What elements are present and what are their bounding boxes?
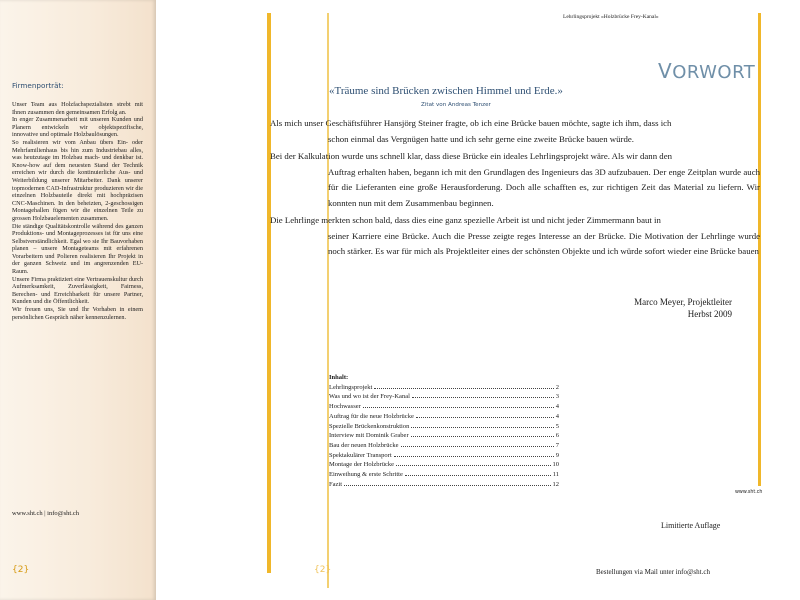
toc-item-page: 7 — [555, 441, 559, 449]
toc-leader-dots — [374, 388, 553, 389]
toc-item — [329, 460, 559, 470]
toc-item — [329, 422, 559, 432]
limited-edition-label: Limitierte Auflage — [661, 521, 721, 530]
toc-item-page: 11 — [552, 471, 559, 479]
portrait-paragraph: Die ständige Qualitätskontrolle während des ganzen Produktions- und Montageprozesses ist für uns eine Selbstverständlichkeit. Egal wo sie Ihr Bauvorhaben planen – unsere Montageteams mit erfahrenen Vorarbeitern und Polieren realisieren Ihr Projekt in der ganzen Schweiz und im angrenzenden EU-Raum. — [12, 222, 143, 276]
toc-item-title: Bau der neuen Holzbrücke — [329, 441, 399, 449]
foreword-paragraph — [272, 149, 760, 211]
toc-item-title: Spezielle Brückenkonstruktion — [329, 422, 410, 430]
portrait-paragraph: Unsere Firma praktiziert eine Vertrauenskultur durch Aufmerksamkeit, Zuverlässigkeit, Fairness, Berechen- und Erreichbarkeit für unsere Partner, Kunden und die Öffentlichkeit. — [12, 275, 143, 306]
toc-item-title: Hochwasser — [329, 403, 361, 411]
title-initial: V — [658, 59, 673, 83]
toc-item — [329, 451, 559, 461]
accent-bar-middle — [327, 13, 329, 588]
toc-leader-dots — [405, 475, 551, 476]
order-info: Bestellungen via Mail unter info@sht.ch — [596, 568, 710, 576]
toc-item-title: Fazit — [329, 480, 342, 488]
company-portrait-text — [12, 101, 143, 321]
toc-leader-dots — [411, 436, 554, 437]
toc-leader-dots — [396, 465, 551, 466]
paragraph-rest: Auftrag erhalten haben, begann ich mit den Grundlagen des Ingenieurs das 3D aufzubauen. Der enge Zeitplan wurde auch für die Lieferanten eine große Herausforderung. Doch alle schafften es, zur richtigen Zeit das Material zu liefern. Wir konnten nun mit dem Zusammenbau beginnen. — [328, 166, 760, 208]
toc-item-title: Lehrlingsprojekt — [329, 383, 373, 391]
toc-leader-dots — [412, 397, 554, 398]
toc-item-page: 3 — [555, 393, 559, 401]
paragraph-first-line: Bei der Kalkulation wurde uns schnell klar, dass diese Brücke ein ideales Lehrlingsprojekt wäre. Als wir dann den — [270, 151, 672, 161]
left-page-number: {2} — [12, 565, 30, 575]
toc-item-page: 4 — [555, 412, 559, 420]
table-of-contents — [329, 373, 559, 489]
toc-item-page: 5 — [555, 422, 559, 430]
toc-leader-dots — [363, 407, 554, 408]
title-rest: ORWORT — [672, 62, 756, 83]
quote: «Träume sind Brücken zwischen Himmel und Erde.» — [329, 85, 563, 97]
toc-title: Inhalt: — [329, 374, 349, 381]
portrait-paragraph: So realisieren wir vom Anbau übers Ein- oder Mehrfamilienhaus bis hin zum Industriebau alles, was heutzutage im Holzbau mach- und denkbar ist. Know-how auf dem neuesten Stand der Technik erreichen wir durch die kontinuierliche Aus- und Weiterbildung unserer Mitarbeiter. Dank unserer topmodernen CAD-Infrastruktur produzieren wir die einzelnen Holzbauteile direkt mit hochpräzisen CNC-Maschinen. In den beheizten, 2-geschossigen Montagehallen fügen wir die einzelnen Teile zu grossen Holzbauelementen zusammen. — [12, 138, 143, 222]
toc-item-title: Interview mit Dominik Graber — [329, 432, 409, 440]
portrait-paragraph: Wir freuen uns, Sie und Ihr Vorhaben in einem persönlichen Gespräch näher kennenzulernen. — [12, 306, 143, 321]
toc-item-page: 4 — [555, 403, 559, 411]
toc-leader-dots — [394, 456, 554, 457]
foreword-paragraph — [272, 213, 760, 260]
right-page-number: {2} — [314, 565, 332, 575]
contact-footer: www.sht.ch | info@sht.ch — [12, 510, 79, 517]
paragraph-first-line: Die Lehrlinge merkten schon bald, dass dies eine ganz spezielle Arbeit ist und nicht jeder Zimmermann baut in — [270, 215, 661, 225]
running-header: Lehrlingsprojekt «Holzbrücke Frey-Kanal» — [563, 14, 659, 20]
toc-item-title: Was und wo ist der Frey-Kanal — [329, 393, 410, 401]
toc-item-page: 6 — [555, 432, 559, 440]
toc-list — [329, 383, 559, 490]
portrait-paragraph: In enger Zusammenarbeit mit unseren Kunden und Planern entwickeln wir objektspezifische, innovative und optimale Holzbaulösungen. — [12, 116, 143, 139]
toc-item — [329, 480, 559, 490]
toc-item — [329, 402, 559, 412]
toc-item-page: 2 — [555, 383, 559, 391]
toc-item — [329, 470, 559, 480]
toc-item-title: Montage der Holzbrücke — [329, 461, 394, 469]
website-small: www.sht.ch — [735, 490, 763, 495]
toc-item — [329, 441, 559, 451]
toc-item-page: 9 — [555, 451, 559, 459]
toc-leader-dots — [344, 485, 551, 486]
signature-date: Herbst 2009 — [687, 309, 732, 319]
paragraph-rest: seiner Karriere eine Brücke. Auch die Presse zeigte reges Interesse an der Brücke. Die Motivation der Lehrlinge wurde noch stärker. Es war für mich als Projektleiter eines der schönsten Objekte und ich würde sofort wieder eine Brücke bauen — [328, 230, 760, 256]
toc-leader-dots — [416, 417, 554, 418]
toc-item — [329, 392, 559, 402]
toc-item — [329, 412, 559, 422]
toc-item-title: Auftrag für die neue Holzbrücke — [329, 412, 414, 420]
paragraph-rest: schon einmal das Vergnügen hatte und ich sehr gerne eine zweite Brücke bauen würde. — [328, 133, 634, 144]
signature-name: Marco Meyer, Projektleiter — [634, 297, 732, 307]
portrait-paragraph: Unser Team aus Holzfachspezialisten strebt mit Ihnen zusammen den gemeinsamen Erfolg an. — [12, 101, 143, 116]
toc-item — [329, 383, 559, 393]
paragraph-first-line: Als mich unser Geschäftsführer Hansjörg Steiner fragte, ob ich eine Brücke bauen möchte, sagte ich ihm, dass ich — [270, 118, 672, 128]
company-portrait-title: Firmenporträt: — [12, 81, 64, 90]
toc-item-title: Einweihung & erste Schritte — [329, 471, 403, 479]
page-title — [658, 59, 755, 83]
quote-source: Zitat von Andreas Tenzer — [421, 102, 491, 108]
foreword-paragraph — [272, 116, 760, 147]
toc-item-page: 10 — [552, 461, 559, 469]
toc-item — [329, 431, 559, 441]
toc-leader-dots — [401, 446, 554, 447]
toc-leader-dots — [411, 427, 553, 428]
signature — [560, 296, 732, 320]
accent-bar-left — [267, 13, 271, 573]
page-gap — [156, 0, 266, 600]
toc-item-page: 12 — [552, 480, 559, 488]
toc-item-title: Spektakulärer Transport — [329, 451, 392, 459]
